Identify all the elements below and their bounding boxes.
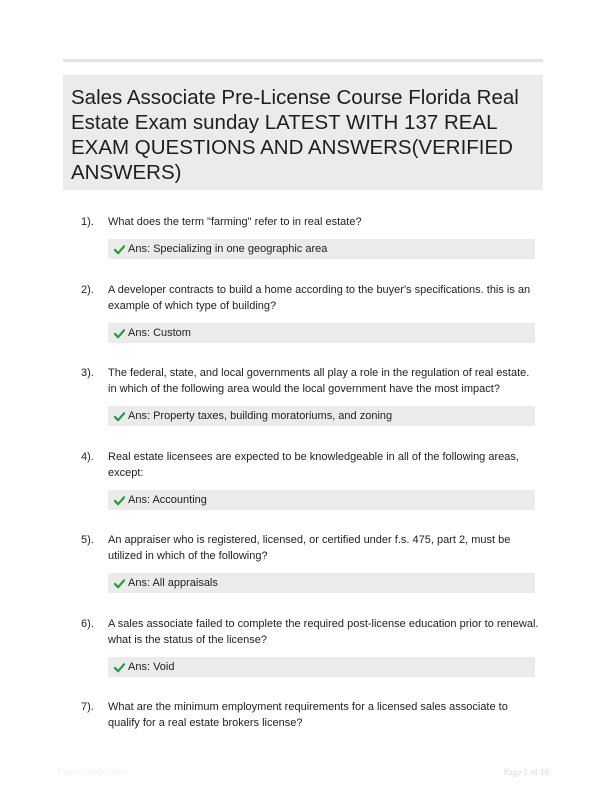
- checkmark-icon: [114, 411, 125, 422]
- question-text: What are the minimum employment requirements for a licensed sales associate to qualify for a real estate brokers license?: [108, 701, 508, 729]
- checkmark-icon: [114, 328, 125, 339]
- page-number: Page 1 of 18: [503, 767, 549, 777]
- answer-box: [108, 490, 535, 510]
- question-text: Real estate licensees are expected to be knowledgeable in all of the following areas, except:: [108, 451, 519, 479]
- answer-text: Ans: Void: [128, 661, 175, 673]
- question-number: 2).: [81, 284, 94, 296]
- checkmark-icon: [114, 244, 125, 255]
- answer-text: Ans: Custom: [128, 327, 191, 339]
- answer-text: Ans: All appraisals: [128, 577, 218, 589]
- footer-watermark: PaperStudio.com: [58, 767, 128, 777]
- document-title: Sales Associate Pre-License Course Florida Real Estate Exam sunday LATEST WITH 137 REAL EXAM QUESTIONS AND ANSWERS(VERIFIED ANSWERS): [71, 86, 519, 184]
- answer-text: Ans: Specializing in one geographic area: [128, 243, 328, 255]
- question-number: 1).: [81, 216, 94, 228]
- question-number: 3).: [81, 367, 94, 379]
- answer-box: [108, 573, 535, 593]
- top-divider: [63, 59, 543, 62]
- answer-box: [108, 406, 535, 426]
- answer-box: [108, 657, 535, 677]
- question-text: What does the term "farming" refer to in real estate?: [108, 216, 362, 228]
- answer-box: [108, 239, 535, 259]
- question-number: 6).: [81, 618, 94, 630]
- checkmark-icon: [114, 578, 125, 589]
- title-banner: [63, 75, 543, 190]
- question-number: 7).: [81, 701, 94, 713]
- checkmark-icon: [114, 495, 125, 506]
- question-text: A sales associate failed to complete the required post-license education prior to renewal. what is the status of the license?: [108, 618, 539, 646]
- checkmark-icon: [114, 662, 125, 673]
- question-text: A developer contracts to build a home according to the buyer's specifications. this is an example of which type of building?: [108, 284, 531, 312]
- answer-text: Ans: Accounting: [128, 494, 207, 506]
- question-number: 5).: [81, 534, 94, 546]
- answer-text: Ans: Property taxes, building moratoriums, and zoning: [128, 410, 393, 422]
- question-text: The federal, state, and local governments all play a role in the regulation of real estate. in which of the following area would the local government have the most impact?: [108, 367, 530, 395]
- question-number: 4).: [81, 451, 94, 463]
- answer-box: [108, 323, 535, 343]
- question-text: An appraiser who is registered, licensed, or certified under f.s. 475, part 2, must be utilized in which of the following?: [108, 534, 511, 562]
